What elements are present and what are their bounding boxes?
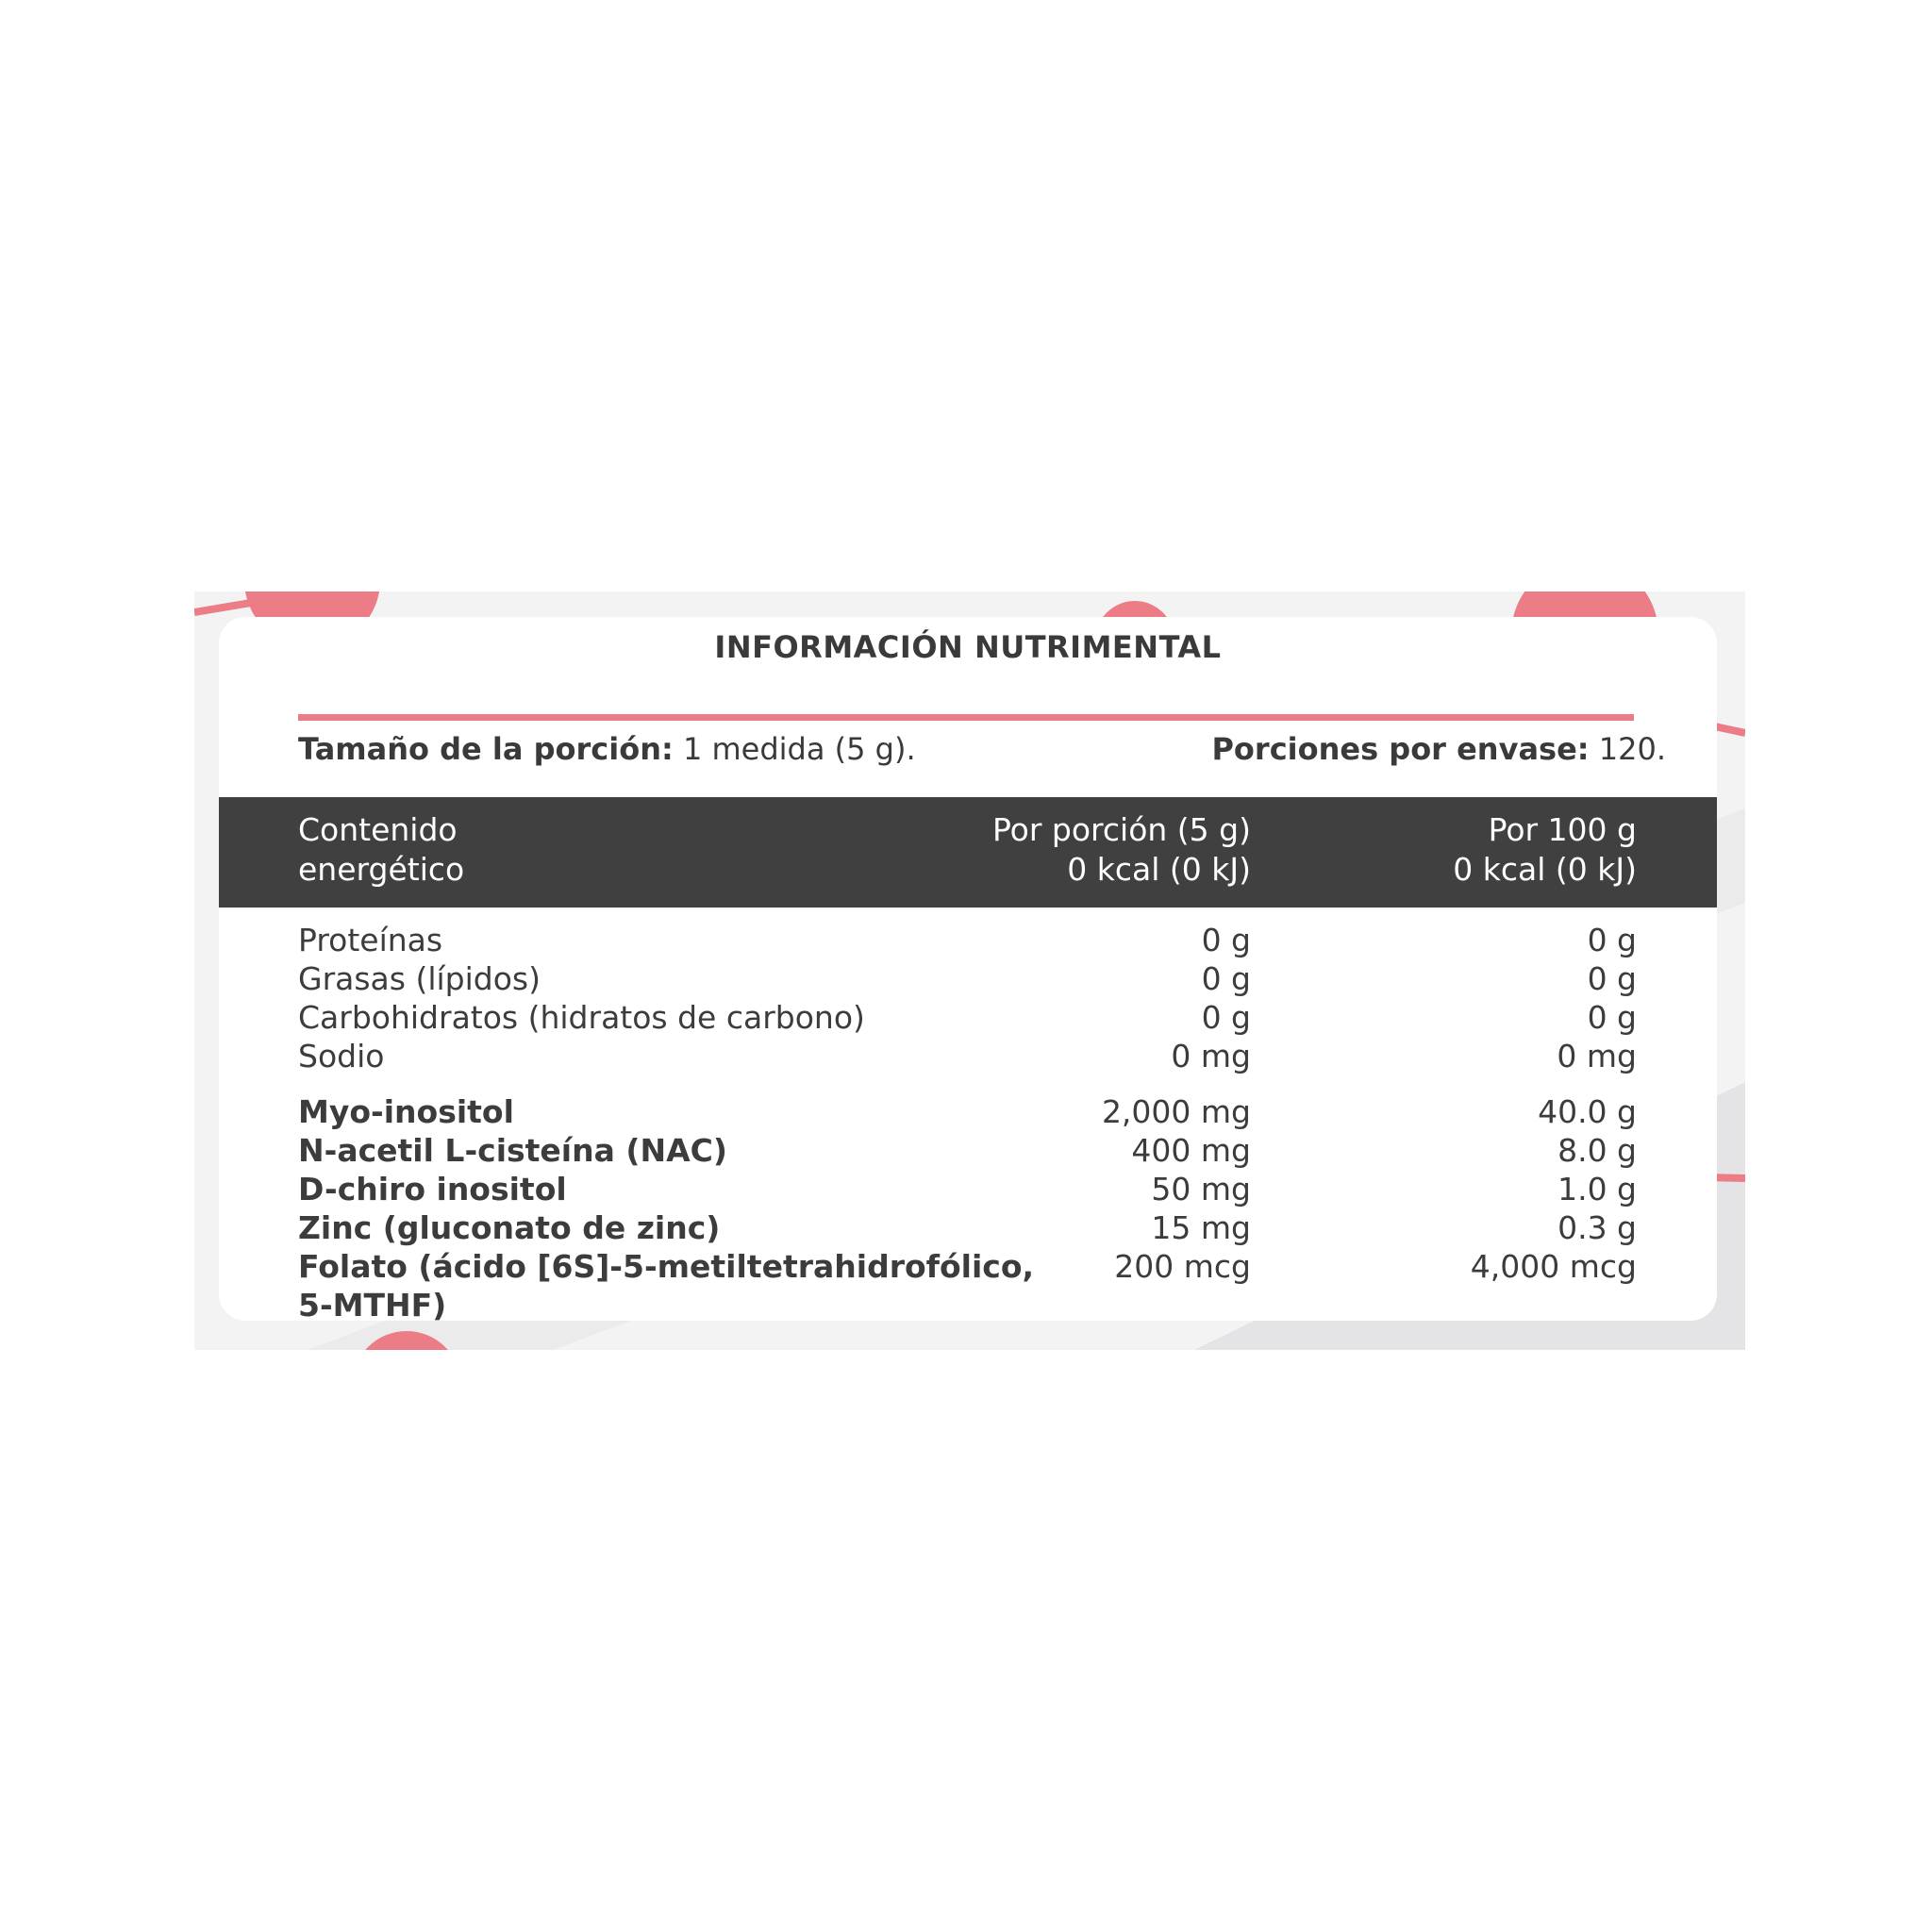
per-100g-value: 0 g xyxy=(1587,999,1637,1036)
active-ingredient-row xyxy=(219,1208,1717,1247)
active-ingredient-row xyxy=(219,1092,1717,1131)
per-portion-title: Por porción (5 g) xyxy=(991,811,1251,848)
per-100g-energy: 0 kcal (0 kJ) xyxy=(1453,851,1637,888)
ingredient-name-line2: 5-MTHF) xyxy=(298,1287,447,1321)
active-ingredient-row xyxy=(219,1170,1717,1208)
ingredient-name: D-chiro inositol xyxy=(298,1171,567,1208)
ingredient-name-line1: Folato (ácido [6S]-5-metiltetrahidrofólico, xyxy=(298,1248,1035,1285)
per-100g-value: 8.0 g xyxy=(1557,1132,1637,1169)
per-100g-value: 0 mg xyxy=(1557,1038,1637,1074)
per-portion-header xyxy=(992,810,1251,890)
per-portion-value: 15 mg xyxy=(1151,1209,1251,1246)
nutrient-name: Sodio xyxy=(298,1038,385,1074)
per-portion-value: 0 g xyxy=(1201,922,1251,958)
per-100g-value: 0.3 g xyxy=(1557,1209,1637,1246)
nutrient-row xyxy=(219,959,1717,998)
ingredient-name xyxy=(298,1247,1034,1321)
nutrient-row xyxy=(219,921,1717,959)
title-divider xyxy=(298,714,1634,721)
servings-per-container xyxy=(1211,728,1666,770)
serving-size-value: 1 medida (5 g). xyxy=(682,731,916,767)
nutrient-name: Carbohidratos (hidratos de carbono) xyxy=(298,999,865,1036)
nutrient-row xyxy=(219,998,1717,1037)
per-100g-value: 1.0 g xyxy=(1557,1171,1637,1208)
per-portion-energy: 0 kcal (0 kJ) xyxy=(1067,851,1251,888)
nutrient-name: Proteínas xyxy=(298,922,443,958)
per-portion-value: 0 g xyxy=(1201,999,1251,1036)
ingredient-name: Myo-inositol xyxy=(298,1093,514,1130)
nutrient-name: Grasas (lípidos) xyxy=(298,960,541,997)
per-portion-value: 0 mg xyxy=(1171,1038,1251,1074)
active-ingredient-row xyxy=(219,1131,1717,1170)
label-panel xyxy=(194,591,1745,1350)
nutrient-rows xyxy=(219,921,1717,1321)
per-100g-value: 0 g xyxy=(1587,960,1637,997)
label-title: INFORMACIÓN NUTRIMENTAL xyxy=(714,629,1222,665)
section-gap xyxy=(219,1075,1717,1092)
nutrition-card xyxy=(219,617,1717,1321)
active-ingredient-row xyxy=(219,1247,1717,1321)
per-100g-value: 4,000 mcg xyxy=(1470,1248,1637,1285)
per-100g-title: Por 100 g xyxy=(1488,811,1637,848)
energy-label-line1: Contenido xyxy=(298,811,458,848)
serving-size xyxy=(298,728,916,770)
energy-label xyxy=(298,810,464,890)
ingredient-name: Zinc (gluconato de zinc) xyxy=(298,1209,721,1246)
per-100g-value: 0 g xyxy=(1587,922,1637,958)
servings-per-container-value: 120. xyxy=(1598,731,1666,767)
energy-header-bar xyxy=(219,797,1717,908)
per-100g-header xyxy=(1453,810,1637,890)
nutrient-row xyxy=(219,1037,1717,1075)
per-portion-value: 200 mcg xyxy=(1114,1248,1251,1285)
per-portion-value: 400 mg xyxy=(1131,1132,1251,1169)
per-100g-value: 40.0 g xyxy=(1538,1093,1637,1130)
serving-size-label: Tamaño de la porción: xyxy=(298,731,674,767)
per-portion-value: 2,000 mg xyxy=(1101,1093,1251,1130)
per-portion-value: 50 mg xyxy=(1151,1171,1251,1208)
energy-label-line2: energético xyxy=(298,851,465,888)
ingredient-name: N-acetil L-cisteína (NAC) xyxy=(298,1132,727,1169)
per-portion-value: 0 g xyxy=(1201,960,1251,997)
servings-per-container-label: Porciones por envase: xyxy=(1211,731,1590,767)
